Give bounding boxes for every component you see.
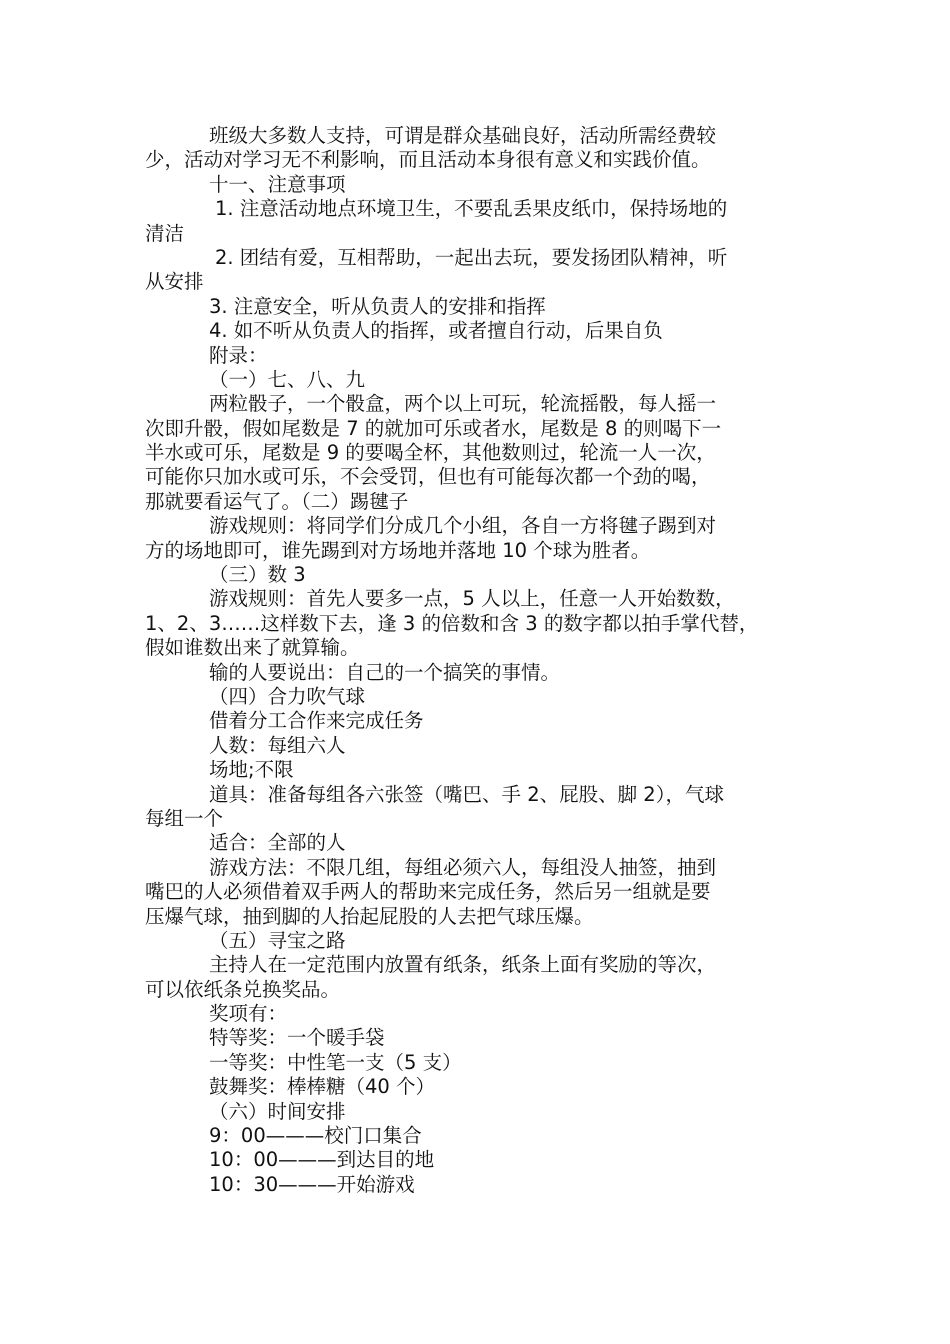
- text-line: 十一、注意事项: [209, 172, 346, 196]
- text-line: 鼓舞奖：棒棒糖（40 个）: [209, 1075, 436, 1099]
- text-line: 方的场地即可，谁先踢到对方场地并落地 10 个球为胜者。: [145, 538, 651, 562]
- text-line: 道具：准备每组各六张签（嘴巴、手 2、屁股、脚 2），气球: [209, 782, 724, 806]
- text-line: 人数：每组六人: [209, 733, 346, 757]
- text-line: 主持人在一定范围内放置有纸条，纸条上面有奖励的等次，: [209, 953, 717, 977]
- text-line: 3. 注意安全，听从负责人的安排和指挥: [209, 294, 546, 318]
- text-line: 特等奖：一个暖手袋: [209, 1026, 385, 1050]
- text-line: 10：00———到达目的地: [209, 1148, 435, 1172]
- text-line: 适合：全部的人: [209, 831, 346, 855]
- text-line: 场地;不限: [209, 758, 294, 782]
- text-line: 9：00———校门口集合: [209, 1124, 422, 1148]
- text-line: （五）寻宝之路: [209, 928, 346, 952]
- text-line: （四）合力吹气球: [209, 684, 366, 708]
- text-line: 班级大多数人支持，可谓是群众基础良好，活动所需经费较: [209, 124, 717, 147]
- text-line: 借着分工合作来完成任务: [209, 709, 424, 733]
- text-line: 可能你只加水或可乐，不会受罚，但也有可能每次都一个劲的喝，: [145, 465, 711, 489]
- text-line: 4. 如不听从负责人的指挥，或者擅自行动，后果自负: [209, 319, 663, 343]
- text-line: 2. 团结有爱，互相帮助，一起出去玩，要发扬团队精神，听: [215, 245, 728, 269]
- text-line: 每组一个: [145, 806, 224, 830]
- text-line: 1、2、3……这样数下去，逢 3 的倍数和含 3 的数字都以拍手掌代替，: [145, 611, 759, 635]
- text-line: 压爆气球，抽到脚的人抬起屁股的人去把气球压爆。: [145, 904, 594, 928]
- text-line: （六）时间安排: [209, 1099, 346, 1123]
- text-line: 输的人要说出：自己的一个搞笑的事情。: [209, 660, 561, 684]
- document-body: [145, 124, 817, 1197]
- text-line: 游戏规则：首先人要多一点，5 人以上，任意一人开始数数，: [209, 587, 735, 611]
- text-line: 嘴巴的人必须借着双手两人的帮助来完成任务，然后另一组就是要: [145, 880, 711, 904]
- text-line: 奖项有：: [209, 1002, 288, 1026]
- text-line: 可以依纸条兑换奖品。: [145, 977, 341, 1001]
- text-line: 两粒骰子，一个骰盒，两个以上可玩，轮流摇骰，每人摇一: [209, 392, 717, 416]
- text-line: （三）数 3: [209, 563, 306, 587]
- text-line: 清洁: [145, 221, 185, 245]
- text-line: 半水或可乐，尾数是 9 的要喝全杯，其他数则过，轮流一人一次，: [145, 441, 716, 465]
- text-line: 次即升骰，假如尾数是 7 的就加可乐或者水，尾数是 8 的则喝下一: [145, 416, 722, 440]
- text-line: 少，活动对学习无不利影响，而且活动本身很有意义和实践价值。: [145, 148, 711, 172]
- text-line: 游戏规则：将同学们分成几个小组，各自一方将毽子踢到对: [209, 514, 717, 538]
- text-line: 1. 注意活动地点环境卫生，不要乱丢果皮纸巾，保持场地的: [215, 197, 728, 221]
- text-line: 一等奖：中性笔一支（5 支）: [209, 1050, 462, 1074]
- text-line: （一）七、八、九: [209, 367, 366, 391]
- text-line: 假如谁数出来了就算输。: [145, 636, 360, 660]
- text-line: 从安排: [145, 270, 204, 294]
- text-line: 附录：: [209, 343, 268, 367]
- text-line: 那就要看运气了。（二）踢毽子: [145, 489, 409, 513]
- text-line: 游戏方法：不限几组，每组必须六人，每组没人抽签，抽到: [209, 855, 717, 879]
- text-line: 10：30———开始游戏: [209, 1172, 415, 1196]
